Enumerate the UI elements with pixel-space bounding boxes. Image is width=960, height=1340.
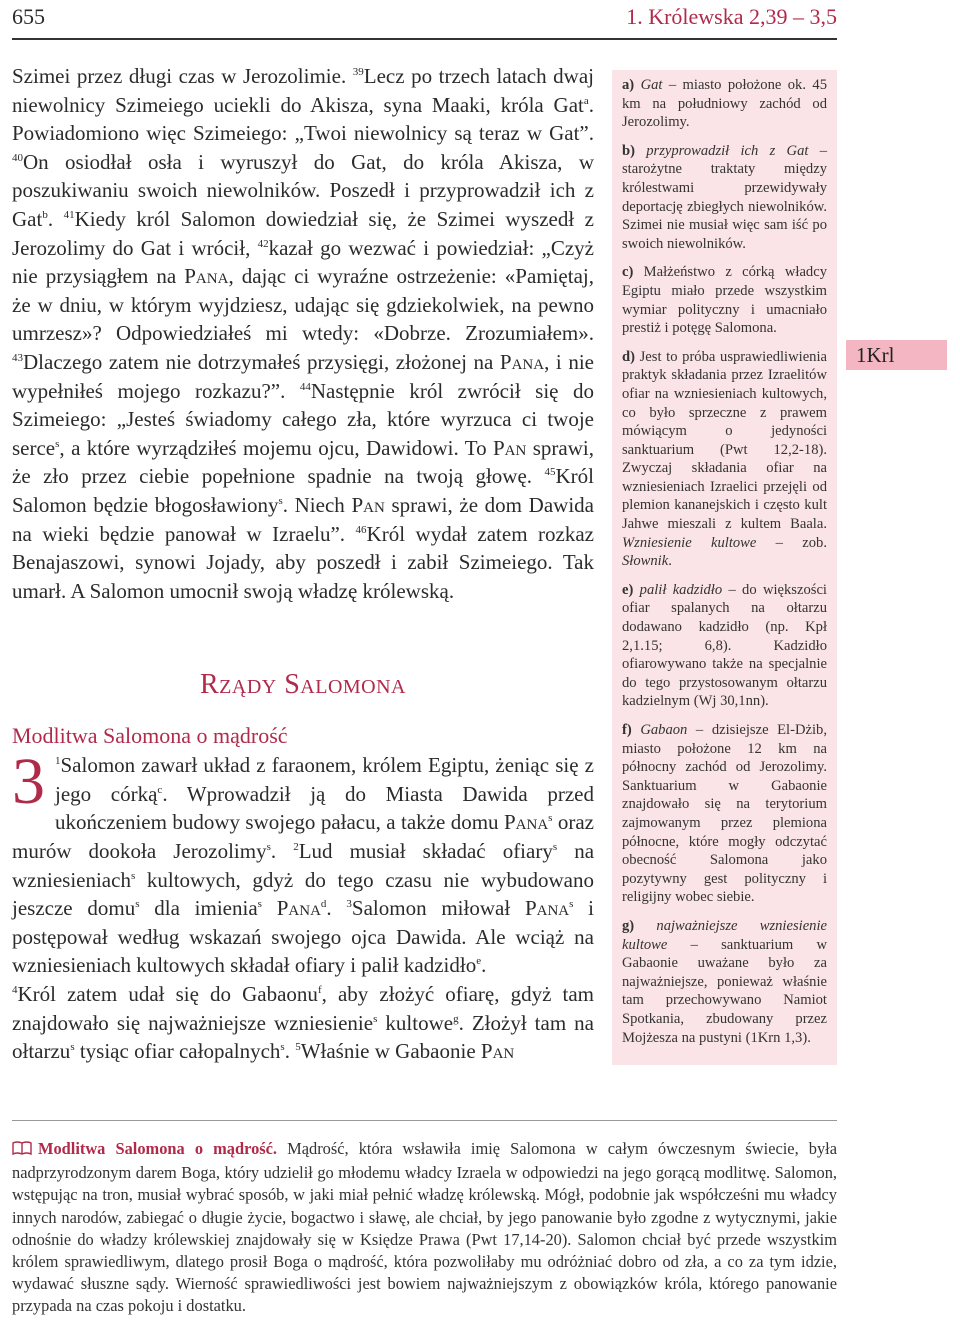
book-icon — [12, 1140, 32, 1162]
running-title: 1. Królewska 2,39 – 3,5 — [626, 4, 837, 29]
verse-marker: s — [569, 898, 574, 911]
page-header — [12, 4, 837, 34]
verse-marker: e — [476, 955, 482, 968]
footnote — [622, 348, 827, 571]
footnote-text: – miasto położone ok. 45 km na południowy zachód od Jerozolimy. — [622, 77, 827, 131]
footnote-text: Małżeństwo z córką władcy Egiptu miało przede wszystkim wymiar polityczny i umacniało prestiż i potęgę Salomona. — [622, 264, 827, 337]
verse-marker: 41 — [63, 208, 75, 221]
text-run: Lecz po trzech latach dwaj niewolnicy Szimeiego uciekli do Akisza, syna Maaki, króla Gat — [12, 64, 594, 117]
text-run: dla imienia — [139, 896, 258, 921]
footnote-term: palił kadzidło — [639, 581, 723, 598]
text-run: Salomon zawarł układ z faraonem, królem Egiptu, żeniąc się z jego córką — [55, 753, 594, 806]
text-run: Król wydał zatem rozkaz Benajaszowi, synowi Jojady, aby poszedł i zabił Szimeiego. Tak umarł. A Salomon umocnił swoją władzę królewską. — [12, 521, 594, 603]
verse-marker: b — [42, 208, 48, 221]
verse-marker: 42 — [257, 237, 269, 250]
chapter-text — [12, 745, 595, 978]
text-run: Lud musiał składać ofiary — [298, 839, 553, 864]
verse-marker: 4 — [12, 984, 18, 997]
verse-marker: s — [552, 841, 558, 854]
footnote-text: – do większości ofiar spalanych na ołtarzu dodawano kadzidło (np. Kpł 2,1.15; 6,8). Kadzidło ofiarowywano także na specjalnie do tego przystosowanym ołtarzu kadzielnym (Wj 30,1nn). — [622, 581, 827, 710]
verse-marker: c — [157, 783, 163, 796]
verse-paragraph — [12, 980, 594, 1066]
text-run: . Wprowadził ją do Miasta Dawida przed ukończeniem budowy swojego pałacu, a także domu — [55, 781, 594, 835]
verse-marker: a — [583, 94, 589, 107]
verse-marker: 2 — [293, 841, 299, 854]
text-run: sprawi, że dom Dawida na wieki będzie panował w Izraelu”. — [12, 492, 594, 546]
commentary-text: Mądrość, która wsławiła imię Salomona w całym ówczesnym świecie, była nadprzyrodzonym darem Boga, który udzielił go młodemu władcy Izraela w odpowiedzi na jego gorącą modlitwę. Salomon, wstępując na tron, musiał wybrać sposób, w jaki miał pełnić władzę królewską. Mógł, podobnie jak współcześni mu władcy innych narodów, zabiegać o długie życie, bogactwo i sławę, ale chciał, by jego panowanie było zgodne z wytycznymi, jakie odnośnie do władzy królewskiej znajdowały się w Księdze Prawa (Pwt 17,14-20). Salomon chciał być przede wszystkim królem sprawiedliwym, dlatego prosił Boga o mądrość, która pozwoliłaby mu odróżniać dobro od zła, a co za tym idzie, wydawać słuszne sądy. Wierność sprawiedliwości jest bowiem najważniejszym z obowiązków króla, którego panowanie przypada na czas pokoju i dostatku. — [12, 1139, 838, 1316]
footnote — [622, 721, 827, 907]
chapter-number: 3 — [12, 745, 45, 819]
verse-marker: s — [55, 437, 60, 450]
footnote-text: – sanktuarium w Gabaonie uważane było za najważniejsze, ponieważ właśnie tam przechowywano Namiot Spotkania, zbudowany przez Mojżesza na pustyni (1Krn 1,3). — [622, 936, 827, 1046]
text-run: kultowe — [377, 1010, 454, 1035]
text-run: , aby złożyć ofiarę, gdyż tam znajdowało się najważniejsze wzniesienie — [12, 982, 595, 1035]
divine-name: Pana — [499, 349, 545, 374]
verse-marker: 5 — [295, 1041, 301, 1054]
verse-marker: d — [320, 898, 327, 911]
verse-marker: 45 — [544, 466, 556, 479]
footnote-key: d) — [622, 348, 640, 365]
text-run: Dlaczego zatem nie dotrzymałeś przysięgi, złożonej na — [23, 349, 500, 374]
text-run: Właśnie w Gabaonie — [300, 1039, 481, 1064]
text-run: tysiąc ofiar całopalnych — [74, 1039, 281, 1064]
divine-name: Pana — [524, 896, 570, 921]
text-run: . — [47, 206, 64, 231]
footnote-text: – starożytne traktaty między królestwami przewidywały deportację zbiegłych niewolników. Szimei nie musiał więc sam iść po swoich niewolników. — [622, 142, 828, 252]
text-run: Król Salomon będzie błogosławiony — [12, 464, 594, 517]
text-run: . — [284, 1039, 296, 1064]
verse-marker: s — [135, 898, 140, 911]
text-run: . — [481, 953, 487, 978]
verse-marker: s — [257, 898, 262, 911]
main-text — [12, 62, 594, 1066]
footnote-text: – dzisiejsze El-Dżib, miasto położone 12 km na północny zachód od Jerozolimy. Sanktuarium w Gabaonie znajdowało się na terytorium zajmowanym przez plemiona północne, które mogły odczytać obecność Salomona jako pozytywny gest polityczny i religijny wobec siebie. — [622, 722, 827, 906]
verse-paragraph — [12, 62, 594, 605]
text-run: . — [326, 896, 347, 921]
text-run: Król zatem udał się do Gabaonu — [17, 982, 318, 1007]
verse-marker: s — [130, 869, 136, 882]
verse-marker: s — [278, 494, 283, 507]
verse-marker: g — [453, 1012, 459, 1025]
footnote-key: c) — [622, 264, 644, 281]
verse-marker: s — [266, 841, 271, 854]
footnote-term: przyprowadził ich z Gat — [646, 142, 809, 159]
verse-marker: 44 — [299, 380, 311, 393]
text-run: On osiodłał osła i wyruszył do Gat, do króla Akisza, w poszukiwaniu swoich niewolników. Poszedł i przyprowadził ich z Gat — [12, 149, 594, 231]
footnote-term: Słownik — [622, 553, 669, 570]
verse-marker: 1 — [55, 755, 61, 768]
footnote-key: f) — [622, 722, 641, 738]
divine-name: Pana — [276, 896, 321, 921]
footnote — [622, 142, 827, 254]
verse-marker: s — [280, 1041, 285, 1054]
text-run: na wzniesieniach — [12, 839, 595, 892]
footnote — [622, 76, 827, 132]
footnote — [622, 917, 827, 1047]
commentary-title: Modlitwa Salomona o mądrość. — [38, 1139, 278, 1158]
text-run: , dając ci wyraźne ostrzeżenie: «Pamiętaj, że w dniu, w którym wyjdziesz, udając się gdziekolwiek, na pewno umrzesz»? Odpowiedziałeś mi wtedy: «Dobrze. Zrozumiałem». — [12, 264, 594, 346]
verse-marker: 40 — [12, 151, 23, 164]
page-number: 655 — [12, 4, 45, 29]
divine-name: Pan — [493, 435, 527, 460]
text-run: Szimei przez długi czas w Jerozolimie. — [12, 64, 353, 88]
subsection-title: Modlitwa Salomona o mądrość — [12, 723, 288, 749]
footnote-term: Gabaon — [640, 722, 688, 738]
text-run: Salomon miłował — [351, 896, 525, 921]
verse-marker: 39 — [352, 66, 364, 78]
footnote — [622, 263, 827, 337]
text-run: , a które wyrządziłeś mojemu ojcu, Dawidowi. To — [59, 435, 493, 460]
text-run: . Niech — [282, 492, 352, 517]
text-run: Kiedy król Salomon dowiedział się, że Szimei wyszedł z Jerozolimy do Gat i wrócił, — [12, 206, 594, 260]
section-title: Rządy Salomona — [199, 669, 406, 701]
text-run: . Złożył tam na ołtarzu — [12, 1010, 595, 1064]
text-run — [262, 896, 277, 920]
text-run: kazał go wezwać i powiedział: „Czyż nie przysiągłem na — [12, 235, 594, 289]
text-run: . Powiadomiono więc Szimeiego: „Twoi niewolnicy są teraz w Gat”. — [12, 92, 594, 146]
divine-name: Pan — [351, 492, 385, 517]
divine-name: Pana — [184, 264, 229, 289]
footnote-text: Jest to próba usprawiedliwienia praktyk składania przez Izraelitów ofiar na wzniesieniach kultowych, co było sprzeczne z prawem mówiącym o jedyności sanktuarium (Pwt 12,2-18). Zwyczaj składania ofiar na wzniesieniach Izraelici przejęli od plemion kananejskich i często kult Jahwe mieszali z kultem Baala. — [622, 348, 828, 533]
footnote-key: g) — [622, 917, 657, 934]
verse-marker: s — [70, 1041, 75, 1054]
footnote-term: najważniejsze wzniesienie kultowe — [622, 917, 828, 953]
chapter-paragraph — [12, 745, 595, 980]
divine-name: Pana — [503, 810, 549, 835]
verse-marker: s — [548, 812, 553, 825]
verse-marker: s — [373, 1012, 378, 1025]
text-run: i postępował według wskazań swojego ojca Dawida. Ale wciąż na wzniesieniach kultowych składał ofiary i palił kadzidło — [12, 896, 595, 978]
footnote-text: . — [668, 553, 672, 570]
footnote-term: Gat — [640, 77, 663, 93]
book-tab: 1Krl — [846, 340, 947, 370]
verse-marker: f — [317, 984, 322, 997]
text-run: kultowych, gdyż do tego czasu nie wybudowano jeszcze domu — [12, 867, 594, 921]
footnote — [622, 581, 827, 711]
footnote-key: a) — [622, 77, 641, 93]
footnote-key: e) — [622, 581, 640, 598]
text-run: oraz murów dookoła Jerozolimy — [12, 810, 594, 864]
divine-name: Pan — [480, 1039, 515, 1064]
verse-marker: 3 — [346, 898, 352, 911]
verse-marker: 43 — [12, 351, 23, 364]
text-run: , i nie wypełniłeś mojego rozkazu?”. — [12, 349, 594, 403]
commentary-rule — [12, 1120, 837, 1121]
header-rule — [12, 38, 837, 40]
verse-marker: 46 — [355, 523, 367, 536]
footnote-term: Wzniesienie kultowe — [622, 534, 757, 551]
footnotes-panel — [612, 70, 837, 1065]
text-run: . — [270, 839, 294, 864]
footnote-text: – zob. — [756, 534, 827, 551]
text-run: sprawi, że zło przez ciebie popełnione spadnie na twoją głowę. — [12, 435, 594, 489]
text-run: Następnie król zwrócił się do Szimeiego: „Jesteś świadomy całego zła, które wyrzuca ci twoje serce — [12, 378, 594, 460]
footnote-key: b) — [622, 142, 647, 159]
commentary-box — [12, 1138, 837, 1318]
